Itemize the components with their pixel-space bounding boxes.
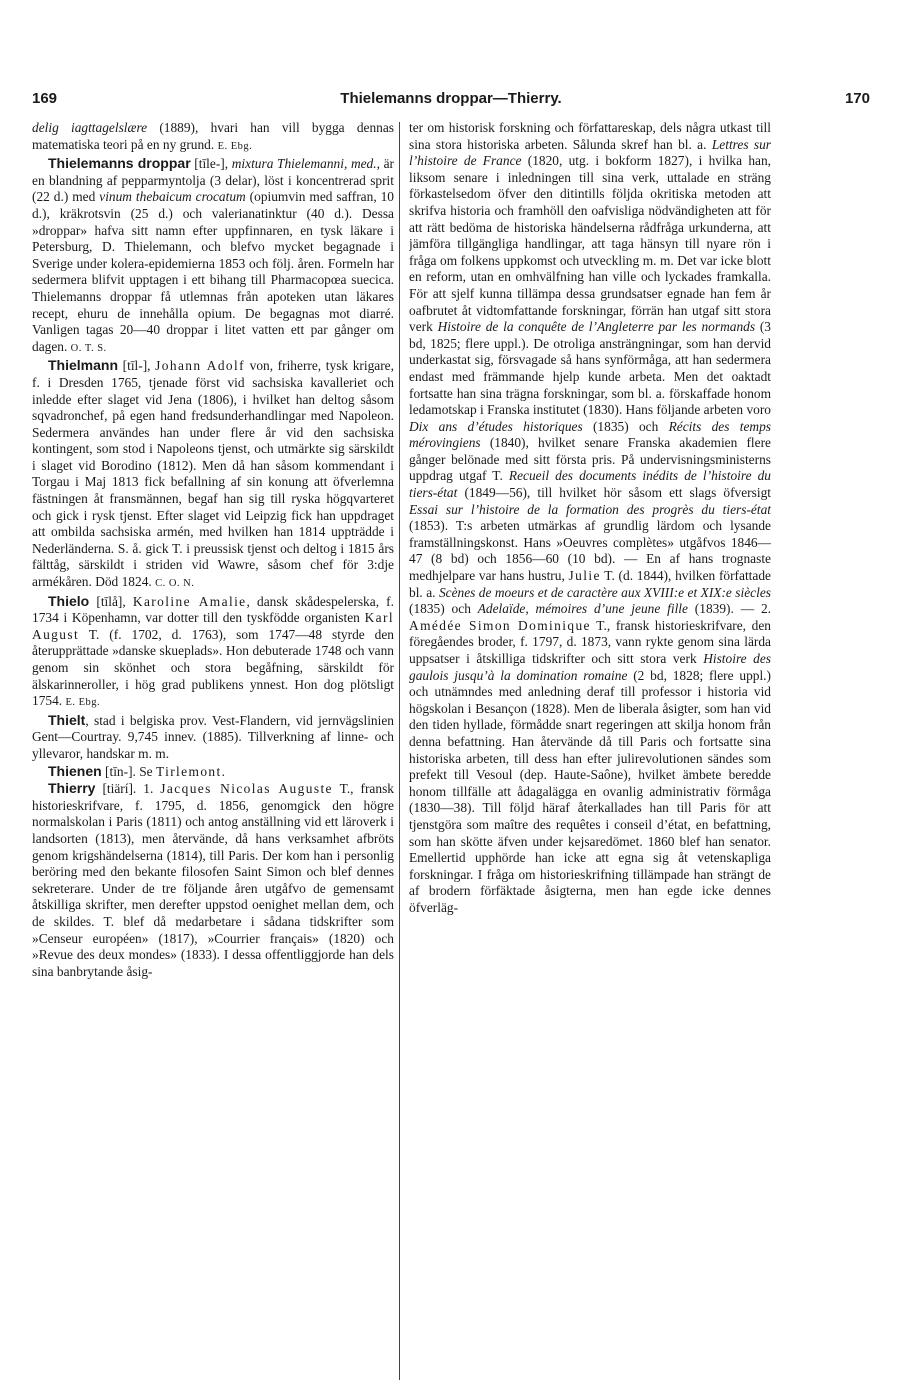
- entry-text: T., fransk historieskrifvare, den föregåendes broder, f. 1797, d. 1873, vann rykte genom sina lärda uppsatser i åtskilliga tidskrifter och sitt stora verk: [409, 617, 771, 666]
- entry-thielmann: [32, 357, 394, 592]
- work-title: Histoire des gaulois jusqu’à la domination romaine: [409, 651, 771, 683]
- author-signature: E. Ebg.: [65, 697, 101, 709]
- entry-thierry-continued: [409, 120, 771, 917]
- entry-text: (1853). T:s arbeten utmärkas af grundlig lärdom och lysande framställningskonst. Hans »Oeuvres complètes» utgåfvos 1846—47 (8 bd) och 1856—60 (10 bd). — En af hans trognaste medhjelpare var hans hustru,: [409, 518, 771, 584]
- headword: Thielo: [48, 592, 90, 609]
- work-title: Dix ans d’études historiques: [409, 418, 583, 434]
- entry-thienen: [32, 763, 394, 781]
- page-number-right: 170: [844, 90, 870, 107]
- entry-text: von, friherre, tysk krigare, f. i Dresden 1765, tjenade först vid sachsiska kavalleriet och inledde efter slaget vid Jena (1806), i hvilket han deltog såsom sqvadronchef, på egen hand fredsunderhandlingar med Napoleon. Sedermera användes han under flere år vid den sachsiska kontingent, som stod i Napoleons tjenst, och utmärkte sig särskildt i slaget vid Borodino (1812). Men då han såsom kommendant i Torgau i Maj 1813 fick befallning af sin konung att öfverlemna fästningen åt fransmännen, begaf han sig till ryska högqvarteret och gick i rysk tjenst. Efter slaget vid Leipzig fick han uppdraget att ombilda sachsiska armén, med hvilken han 1814 uppträdde i Nederländerna. S. å. gick T. i preussisk tjenst och deltog i 1815 års fälttåg, särskildt i striden vid Wawre, såsom chef för 3:dje armékåren. Död 1824.: [32, 358, 394, 590]
- entry-text: [tīle-],: [190, 156, 232, 172]
- headword: Thielemanns droppar: [48, 155, 191, 172]
- entry-text: (1839). — 2.: [687, 601, 771, 617]
- left-column: [32, 120, 394, 1385]
- work-title: Recueil des documents inédits de l’histoire du tiers-état: [409, 468, 771, 501]
- spaced-name: Johann Adolf: [155, 358, 245, 374]
- entry-text: , stad i belgiska prov. Vest-Flandern, vid jernvägslinien Gent—Courtray. 9,745 innev. (1885). Tillverkning af linne- och yllevaror, handskar m. m.: [32, 712, 394, 761]
- spaced-name: Karoline Amalie: [132, 593, 247, 609]
- entry-thielt: [32, 712, 394, 763]
- continuation-italic: delig iagttagelslære: [32, 120, 148, 135]
- work-title: Lettres sur l’histoire de France: [409, 136, 771, 169]
- spaced-name: Karl August: [32, 610, 394, 642]
- entry-italic: vinum thebaicum crocatum: [99, 189, 246, 205]
- entry-text: [tīn-]. Se: [101, 763, 156, 779]
- entry-continuation: [32, 120, 394, 155]
- author-signature: O. T. S.: [70, 342, 107, 354]
- entry-text: (1835) och: [582, 418, 669, 434]
- page-number-left: 169: [32, 90, 58, 107]
- work-title: Essai sur l’histoire de la formation des progrès du tiers-état: [409, 501, 771, 517]
- entry-text: ter om historisk forskning och författareskap, dels några utkast till sina stora historiska arbeten. Sålunda skref han bl. a.: [409, 120, 771, 152]
- work-title: Scènes de moeurs et de caractère aux XVIII:e et XIX:e siècles: [438, 584, 771, 600]
- column-divider: [399, 122, 400, 1380]
- headword: Thielt: [48, 711, 86, 728]
- continuation-text: (1889), hvari han vill bygga dennas matematiska teori på en ny grund.: [32, 120, 394, 152]
- entry-text: (2 bd, 1828; flere uppl.) och utnämndes med anledning deraf till professor i historia vid högskolan i Besançon (1828). Men de liberala åsigter, som han vid den tiden hyllade, förmådde snart regeringen att skilja honom från denna befattning. Han återvände då till Paris och fortsatte sina historiska arbeten, till dess han efter julirevolutionen sändes som prefekt till Vesoul (dep. Haute-Saône), hvilket ämbete beredde honom tillfälle att ådagalägga en ovanlig administrativ förmåga (1830—38). Till följd häraf återkallades han till Paris för att tjenstgöra som maître des requêtes i conseil d’état, en befattning, som han skötte äfven under kejsaredömet. 1860 blef han senator. Emellertid upphörde han icke att egna sig åt vetenskapliga forskningar. I fråga om historieskrifning tillämpade han strängt de af brodern förfäktade åsigterna, men han egde icke dennes öfverläg-: [409, 667, 771, 915]
- entry-text: [tīlå],: [89, 593, 133, 609]
- spaced-name: Jacques Nicolas Auguste: [160, 781, 333, 797]
- entry-text: (1849—56), till hvilket hör såsom ett slags öfversigt: [457, 485, 771, 501]
- spaced-name: Amédée Simon Dominique: [409, 617, 591, 633]
- entry-thierry: [32, 780, 394, 980]
- work-title: Adelaïde, mémoires d’une jeune fille: [477, 601, 688, 617]
- right-column: [409, 120, 771, 1385]
- entry-text: , dansk skådespelerska, f. 1734 i Köpenhamn, var dotter till den tyskfödde organisten: [32, 593, 394, 626]
- entry-thielo: [32, 593, 394, 712]
- entry-text: , är en blandning af pepparmyntolja (3 delar), löst i koncentrerad sprit (22 d.) med: [32, 156, 394, 205]
- cross-reference: Tirlemont: [155, 763, 222, 779]
- entry-text: .: [221, 763, 226, 779]
- entry-text: (3 bd, 1825; flere uppl.). De otroliga ansträngningar, som han dervid underkastat sig, försvagade så hans synförmåga, att han sedermera endast med främmande hjelp kunde arbeta. Men det oaktadt fortsatte han sina trägna forskningar, som bl. a. förskaffade honom ledamotskap i Franska institutet (1830). Hans följande arbeten voro: [409, 319, 771, 418]
- spaced-name: Julie: [568, 568, 601, 584]
- entry-text: (opiumvin med saffran, 10 d.), kräkrotsvin (25 d.) och valerianatinktur (40 d.). Dessa »droppar» hafva sitt namn efter uppfinnaren, en tysk läkare i Petersburg, D. Thielemann, och blefvo mycket begagnade i Sverige under kolera-epidemierna 1853 och följ. åren. Formeln har sedermera blifvit upptagen i ett bihang till Pharmacopœa suecica. Thielemanns droppar få utlemnas från apoteken utan läkares recept, ehuru de innehålla opium. De begagnas mot diarré. Vanligen tagas 20—40 droppar i litet vatten ett par gånger om dagen.: [32, 189, 394, 354]
- entry-text: T. (d. 1844), hvilken författade bl. a.: [409, 568, 771, 600]
- page-header: [32, 90, 870, 112]
- entry-italic: mixtura Thielemanni, med.: [231, 156, 377, 172]
- entry-text: (1835) och: [409, 601, 478, 617]
- entry-text: T., fransk historieskrifvare, f. 1795, d. 1856, genomgick den högre normalskolan i Paris (1811) och antog anställning vid ett läroverk i landsorten (1813), men återvände, då hans verksamhet afbröts genom krigshändelserna (1814), till Paris. Der kom han i personlig beröring med den bekante filosofen Saint Simon och blef dennes sekreterare. Under de tre följande åren utgåfvo de gemensamt åtskilliga skrifter, men derefter uppstod oenighet mellan dem, och de skildes. T. blef då medarbetare i sådana tidskrifter som »Censeur européen» (1817), »Courrier français» (1820) och »Revue des deux mondes» (1833). I dessa offentliggjorde han dels sina banbrytande åsig-: [32, 781, 394, 979]
- entry-text: (1820, utg. i bokform 1827), i hvilka han, liksom senare i inledningen till sina verk, uttalade en sträng förkastelsedom öfver den ditintills följda okritiska metoden att skrifva historia och framhöll den oafvisliga nödvändigheten att för att rätt bedöma de historiska händelserna rådfråga urkunderna, att jämföra tillgängliga handlingar, att taga hänsyn till nyare rön i fråga om folkens uppkomst och utveckling m. m. Det var icke blott en reform, utan en omhvälfning han ville och lyckades framkalla. För att sjelf kunna tillämpa dessa grundsatser egnade han fem år oafbrutet åt vidtomfattande forskningar, förrän han utgaf sitt stora verk: [409, 153, 771, 335]
- work-title: Récits des temps mérovingiens: [409, 418, 771, 451]
- running-title: Thielemanns droppar—Thierry.: [340, 90, 562, 107]
- author-signature: C. O. N.: [155, 578, 195, 590]
- author-signature: E. Ebg.: [217, 140, 253, 152]
- entry-thielemanns-droppar: [32, 155, 394, 357]
- headword: Thielmann: [48, 357, 119, 374]
- headword: Thierry: [48, 780, 96, 797]
- entry-text: T. (f. 1702, d. 1763), som 1747—48 styrde den återupprättade »danske skueplads». Hon debuterade 1748 och vann genom sin skönhet och stora begåfning, särskildt för älskarinneroller, i hög grad publikens ynnest. Hon dog plötsligt 1754.: [32, 626, 394, 709]
- entry-text: [tiärí]. 1.: [95, 781, 161, 797]
- work-title: Histoire de la conquête de l’Angleterre par les normands: [437, 319, 756, 335]
- entry-text: [tīl-],: [118, 358, 156, 374]
- headword: Thienen: [48, 762, 102, 779]
- entry-text: (1840), hvilket senare Franska akademien flere gånger belönade med sitt första pris. På undervisningsministerns uppdrag utgaf T.: [409, 435, 771, 484]
